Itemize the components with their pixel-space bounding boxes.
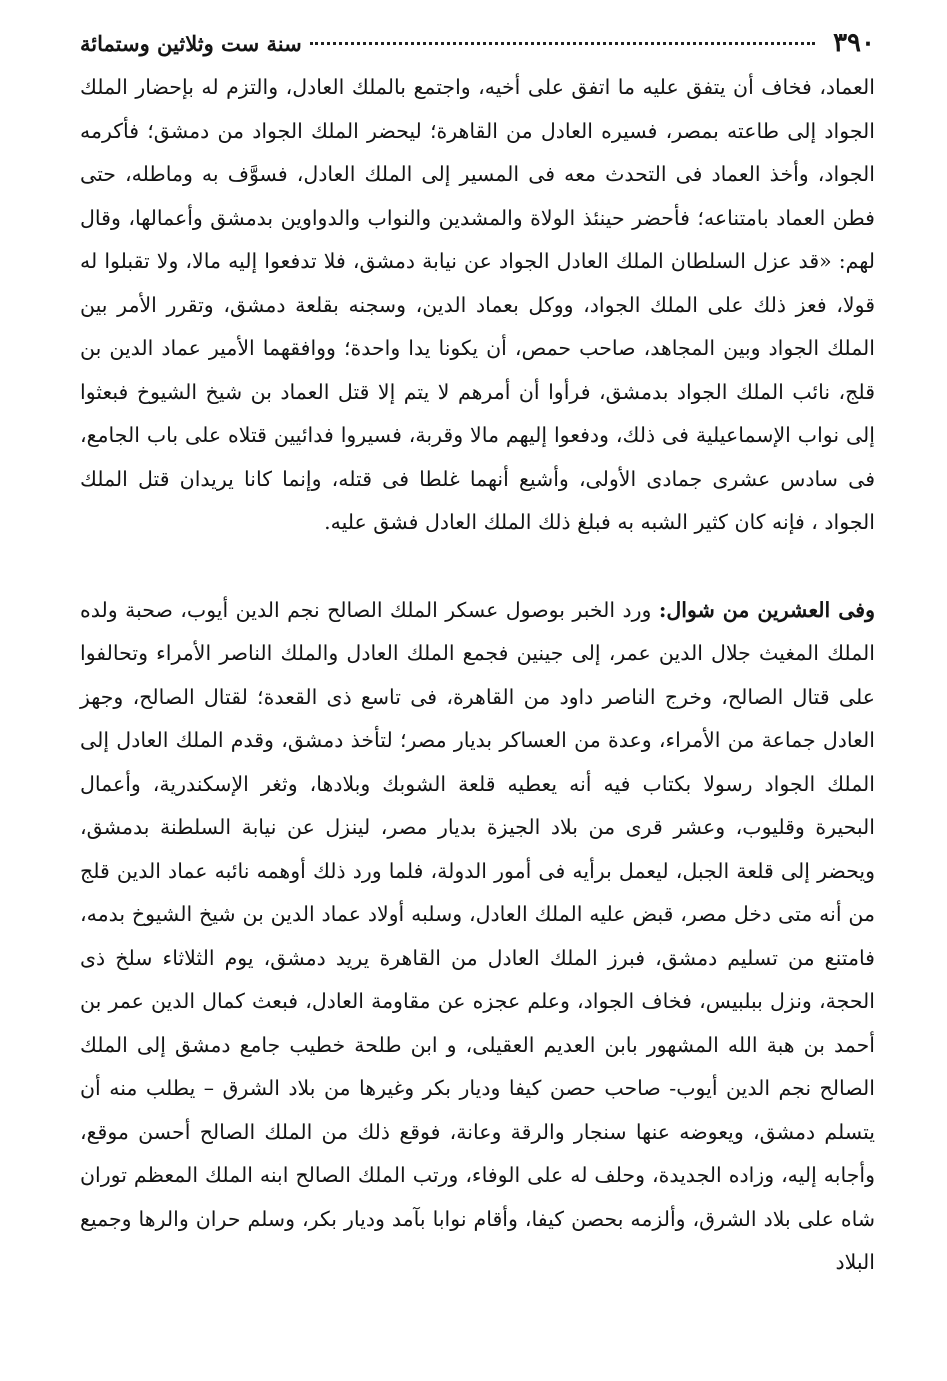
paragraph-lead: وفى العشرين من شوال: [658, 597, 876, 622]
dotted-leader [310, 42, 815, 45]
paragraph [80, 66, 875, 545]
paragraph [80, 589, 875, 1285]
paragraph-text: العماد، فخاف أن يتفق عليه ما اتفق على أخيه، واجتمع بالملك العادل، والتزم له بإحضار الملك الجواد إلى طاعته بمصر، فسيره العادل من القاهرة؛ ليحضر الملك الجواد من دمشق؛ فأكرمه الجواد، وأخذ العماد فى التحدث معه فى المسير إلى الملك العادل، فسوَّف به وماطله، حتى فطن العماد بامتناعه؛ فأحضر حينئذ الولاة والمشدين والنواب والدواوين بدمشق وأعمالها، وقال لهم: «قد عزل السلطان الملك العادل الجواد عن نيابة دمشق، فلا تدفعوا إليه مالا، ولا تقبلوا له قولا، فعز ذلك على الملك الجواد، ووكل بعماد الدين، وسجنه بقلعة دمشق، وتقرر الأمر بين الملك الجواد وبين المجاهد، صاحب حمص، أن يكونا يدا واحدة؛ ووافقهما الأمير عماد الدين بن قلج، نائب الملك الجواد بدمشق، فرأوا أن أمرهم لا يتم إلا قتل العماد بن شيخ الشيوخ فبعثوا إلى نواب الإسماعيلية فى ذلك، ودفعوا إليهم مالا وقربة، فسيروا فدائيين قتلاه على باب الجامع، فى سادس عشرى جمادى الأولى، وأشيع أنهما غلطا فى قتله، وإنما كانا يريدان قتل الملك الجواد ، فإنه كان كثير الشبه به فبلغ ذلك الملك العادل فشق عليه. [80, 75, 875, 534]
running-header [80, 24, 875, 62]
paragraph-text: ورد الخبر بوصول عسكر الملك الصالح نجم الدين أيوب، صحبة ولده الملك المغيث جلال الدين عمر، إلى جينين فجمع الملك العادل والملك الناصر الأمراء وتحالفوا على قتال الصالح، وخرج الناصر داود من القاهرة، فى تاسع ذى القعدة؛ لقتال الصالح، وجهز العادل جماعة من الأمراء، وعدة من العساكر بديار مصر؛ لتأخذ دمشق، وقدم الملك العادل إلى الملك الجواد رسولا بكتاب فيه أنه يعطيه قلعة الشوبك وبلادها، وثغر الإسكندرية، وأعمال البحيرة وقليوب، وعشر قرى من بلاد الجيزة بديار مصر، لينزل عن نيابة السلطنة بدمشق، ويحضر إلى قلعة الجبل، ليعمل برأيه فى أمور الدولة، فلما ورد ذلك أوهمه نائبه عماد الدين قلج من أنه متى دخل مصر، قبض عليه الملك العادل، وسلبه أولاد عماد الدين بن شيخ الشيوخ بدمه، فامتنع من تسليم دمشق، فبرز الملك العادل من القاهرة يريد دمشق، يوم الثلاثاء سلخ ذى الحجة، ونزل ببلبيس، فخاف الجواد، وعلم عجزه عن مقاومة العادل، فبعث كمال الدين عمر بن أحمد بن هبة الله المشهور بابن العديم العقيلى، و ابن طلحة خطيب جامع دمشق إلى الملك الصالح نجم الدين أيوب- صاحب حصن كيفا وديار بكر وغيرها من بلاد الشرق – يطلب منه أن يتسلم دمشق، ويعوضه عنها سنجار والرقة وعانة، فوقع ذلك من الملك الصالح أحسن موقع، وأجابه إليه، وزاده الجديدة، وحلف له على الوفاء، ورتب الملك الصالح ابنه الملك المعظم توران شاه على بلاد الشرق، وألزمه بحصن كيفا، وأقام نوابا بآمد وديار بكر، وسلم حران والرها وجميع البلاد [80, 597, 875, 1274]
page-number: ٣٩٠ [833, 28, 875, 58]
document-page [80, 24, 875, 1285]
chapter-title: سنة ست وثلاثين وستمائة [80, 30, 302, 56]
